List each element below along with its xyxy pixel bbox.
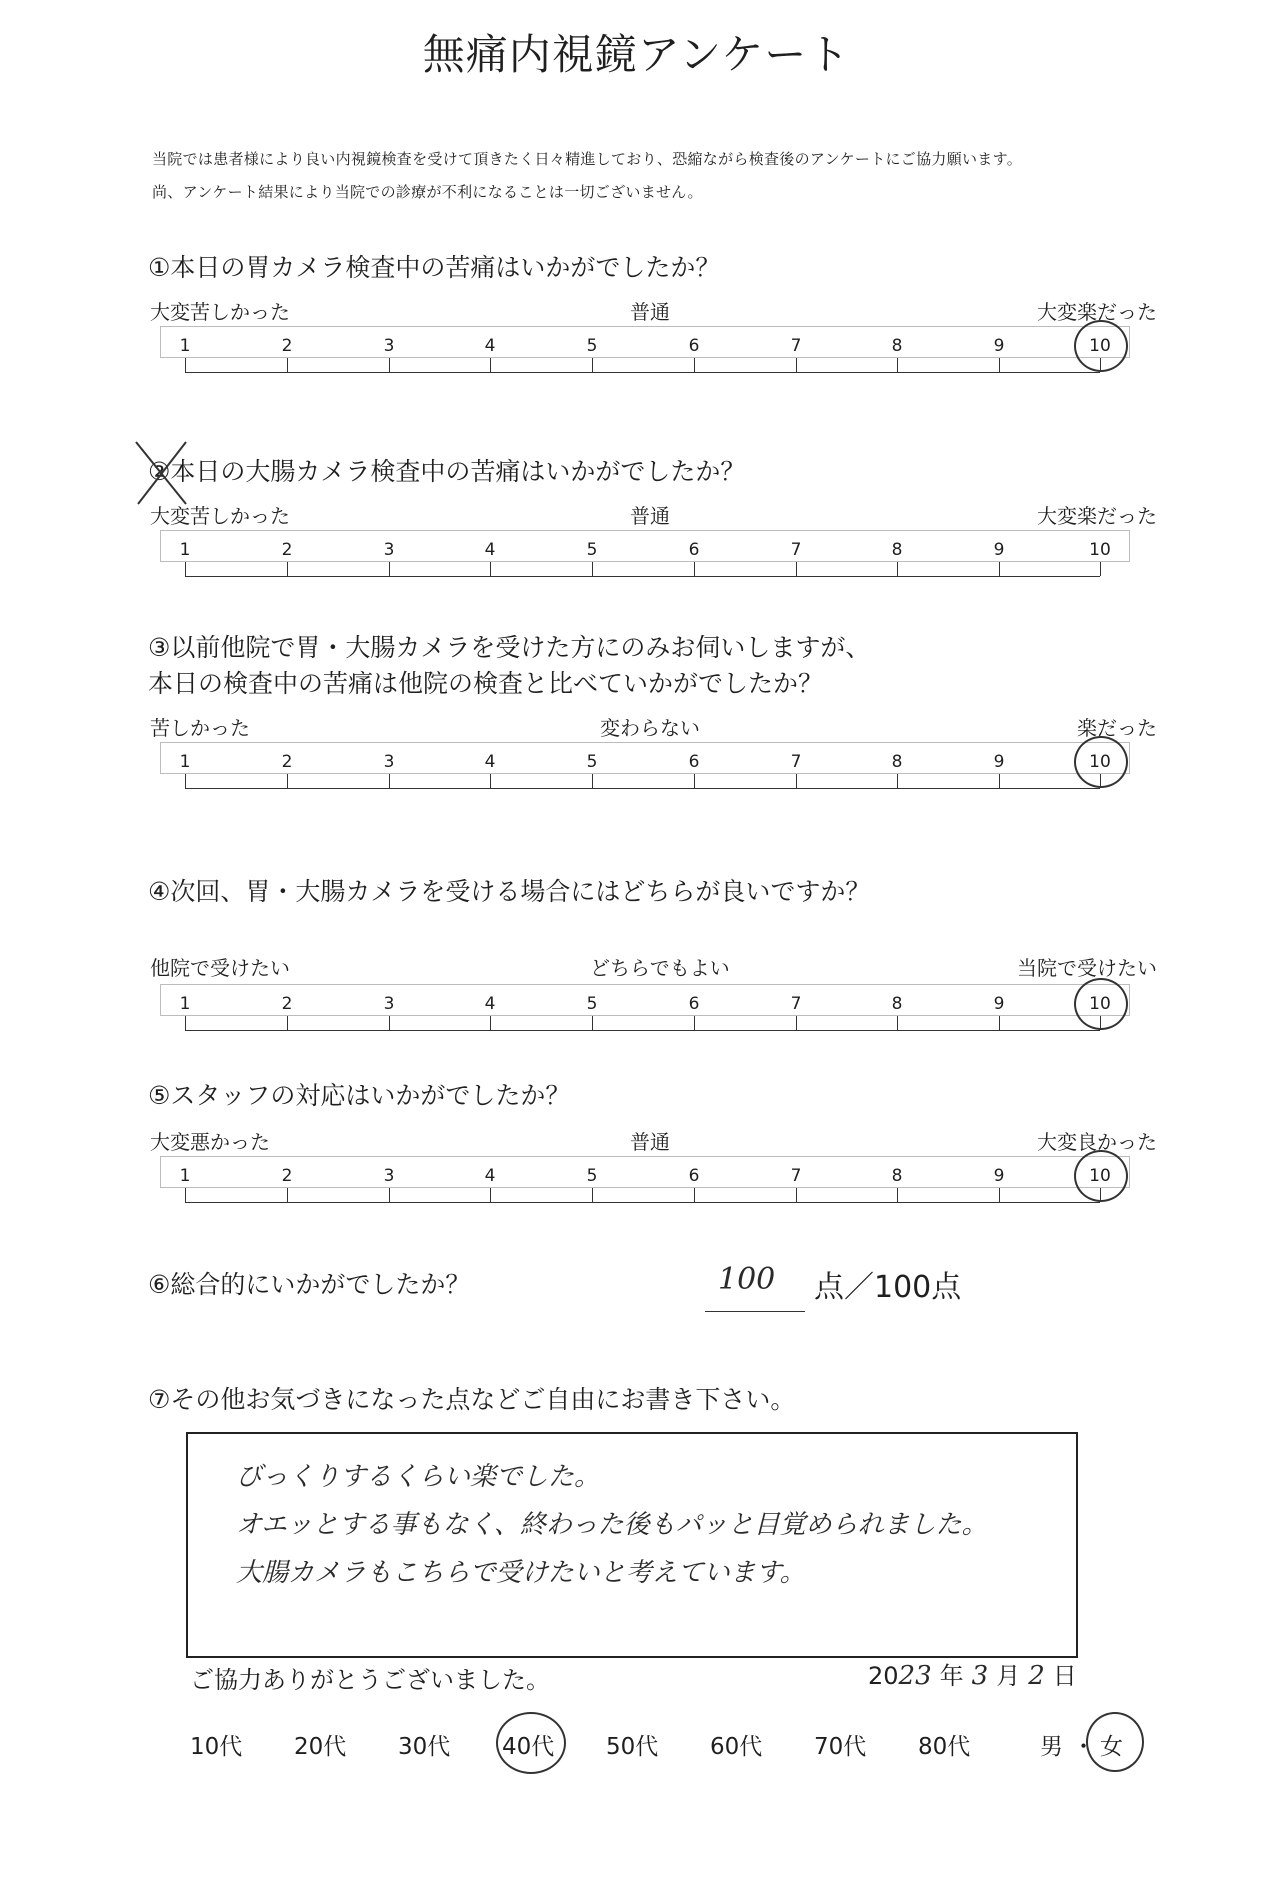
question-2-option-9[interactable]: 9: [993, 540, 1005, 560]
intro-line-2: 尚、アンケート結果により当院での診療が不利になることは一切ございません。: [152, 183, 703, 201]
question-3-selection-circle: [1074, 736, 1128, 788]
month-value: 3: [971, 1661, 989, 1691]
age-option-7[interactable]: 70代: [814, 1734, 867, 1760]
intro-line-1: 当院では患者様により良い内視鏡検査を受けて頂きたく日々精進しており、恐縮ながら検査後のアンケートにご協力願います。: [152, 150, 1023, 168]
question-5-scale-line: [185, 1202, 1100, 1203]
question-2-option-8[interactable]: 8: [891, 540, 903, 560]
question-2-tick: [389, 562, 390, 576]
question-1: ①本日の胃カメラ検査中の苦痛はいかがでしたか？: [148, 253, 721, 282]
question-5-option-1[interactable]: 1: [179, 1166, 191, 1186]
question-5-mid-label: 普通: [630, 1130, 670, 1154]
question-5-high-label: 大変良かった: [1037, 1130, 1157, 1154]
question-4-option-10[interactable]: 10: [1089, 994, 1111, 1014]
age-option-2[interactable]: 20代: [294, 1734, 347, 1760]
question-5-tick: [287, 1188, 288, 1202]
question-3-option-6[interactable]: 6: [688, 752, 700, 772]
question-3-tick: [796, 774, 797, 788]
question-3-tick: [490, 774, 491, 788]
question-4-tick: [897, 1016, 898, 1030]
age-option-5[interactable]: 50代: [606, 1734, 659, 1760]
comment-line-3: 大腸カメラもこちらで受けたいと考えています。: [236, 1558, 806, 1588]
question-1-tick: [796, 358, 797, 372]
question-2: ②本日の大腸カメラ検査中の苦痛はいかがでしたか？: [148, 457, 746, 486]
question-3-tick: [592, 774, 593, 788]
question-3-option-4[interactable]: 4: [484, 752, 496, 772]
question-2-low-label: 大変苦しかった: [150, 504, 290, 528]
question-2-tick: [1100, 562, 1101, 576]
question-4-mid-label: どちらでもよい: [590, 956, 730, 980]
question-1-selection-circle: [1074, 320, 1128, 372]
question-2-option-5[interactable]: 5: [586, 540, 598, 560]
question-5-option-5[interactable]: 5: [586, 1166, 598, 1186]
question-3-line-2: 本日の検査中の苦痛は他院の検査と比べていかがでしたか？: [148, 669, 824, 698]
overall-question: ⑥総合的にいかがでしたか？: [148, 1270, 471, 1299]
question-4-option-6[interactable]: 6: [688, 994, 700, 1014]
question-5-tick: [389, 1188, 390, 1202]
question-4-tick: [185, 1016, 186, 1030]
question-3-tick: [287, 774, 288, 788]
question-5-low-label: 大変悪かった: [150, 1130, 270, 1154]
question-2-option-1[interactable]: 1: [179, 540, 191, 560]
question-3-option-10[interactable]: 10: [1089, 752, 1111, 772]
question-2-option-2[interactable]: 2: [281, 540, 293, 560]
question-5-tick: [999, 1188, 1000, 1202]
question-3-option-8[interactable]: 8: [891, 752, 903, 772]
question-5-option-2[interactable]: 2: [281, 1166, 293, 1186]
month-unit: 月: [996, 1662, 1021, 1690]
question-1-tick: [999, 358, 1000, 372]
question-1-option-1[interactable]: 1: [179, 336, 191, 356]
question-4-option-9[interactable]: 9: [993, 994, 1005, 1014]
question-1-low-label: 大変苦しかった: [150, 300, 290, 324]
question-3-option-7[interactable]: 7: [790, 752, 802, 772]
question-1-option-7[interactable]: 7: [790, 336, 802, 356]
age-option-4[interactable]: 40代: [502, 1734, 555, 1760]
question-4-tick: [287, 1016, 288, 1030]
day-unit: 日: [1052, 1662, 1077, 1690]
question-4-tick: [389, 1016, 390, 1030]
question-1-high-label: 大変楽だった: [1037, 300, 1157, 324]
question-4-tick: [999, 1016, 1000, 1030]
question-5-option-8[interactable]: 8: [891, 1166, 903, 1186]
question-1-option-3[interactable]: 3: [383, 336, 395, 356]
question-3-option-5[interactable]: 5: [586, 752, 598, 772]
question-3-option-9[interactable]: 9: [993, 752, 1005, 772]
age-option-3[interactable]: 30代: [398, 1734, 451, 1760]
comments-question: ⑦その他お気づきになった点などご自由にお書き下さい。: [148, 1385, 796, 1414]
question-3-option-2[interactable]: 2: [281, 752, 293, 772]
gender-separator: ・: [1072, 1734, 1095, 1760]
score-underline: [705, 1311, 805, 1312]
question-5-tick: [897, 1188, 898, 1202]
question-4-low-label: 他院で受けたい: [150, 956, 290, 980]
question-2-tick: [999, 562, 1000, 576]
question-4-tick: [592, 1016, 593, 1030]
question-1-tick: [694, 358, 695, 372]
year-suffix: 23: [898, 1661, 932, 1691]
question-5-option-10[interactable]: 10: [1089, 1166, 1111, 1186]
question-4-option-3[interactable]: 3: [383, 994, 395, 1014]
question-5-option-9[interactable]: 9: [993, 1166, 1005, 1186]
question-2-cross-mark: [132, 438, 192, 510]
question-3-low-label: 苦しかった: [150, 716, 250, 740]
overall-score[interactable]: 100: [718, 1262, 776, 1297]
question-3-tick: [185, 774, 186, 788]
question-3-mid-label: 変わらない: [600, 716, 700, 740]
question-5-option-6[interactable]: 6: [688, 1166, 700, 1186]
question-5-option-4[interactable]: 4: [484, 1166, 496, 1186]
year-unit: 年: [939, 1662, 964, 1690]
question-5-tick: [796, 1188, 797, 1202]
page-title: 無痛内視鏡アンケート: [422, 30, 851, 79]
question-2-tick: [185, 562, 186, 576]
question-1-tick: [490, 358, 491, 372]
question-4-tick: [694, 1016, 695, 1030]
question-1-tick: [897, 358, 898, 372]
question-5-tick: [185, 1188, 186, 1202]
question-1-option-10[interactable]: 10: [1089, 336, 1111, 356]
question-5-tick: [490, 1188, 491, 1202]
question-2-tick: [592, 562, 593, 576]
question-2-tick: [897, 562, 898, 576]
question-4: ④次回、胃・大腸カメラを受ける場合にはどちらが良いですか？: [148, 877, 871, 906]
overall-suffix: 点／100点: [814, 1270, 962, 1305]
question-3-tick: [999, 774, 1000, 788]
question-5-tick: [592, 1188, 593, 1202]
gender-female[interactable]: 女: [1100, 1734, 1123, 1760]
question-1-option-6[interactable]: 6: [688, 336, 700, 356]
question-2-option-7[interactable]: 7: [790, 540, 802, 560]
age-option-6[interactable]: 60代: [710, 1734, 763, 1760]
day-value: 2: [1028, 1661, 1045, 1691]
question-4-tick: [490, 1016, 491, 1030]
question-2-mid-label: 普通: [630, 504, 670, 528]
age-selection-circle: [496, 1712, 566, 1774]
age-option-1[interactable]: 10代: [190, 1734, 243, 1760]
question-1-tick: [287, 358, 288, 372]
question-1-scale-line: [185, 372, 1100, 373]
question-4-option-5[interactable]: 5: [586, 994, 598, 1014]
thanks-text: ご協力ありがとうございました。: [190, 1666, 550, 1694]
question-4-option-1[interactable]: 1: [179, 994, 191, 1014]
question-3-option-3[interactable]: 3: [383, 752, 395, 772]
gender-selection-circle: [1086, 1712, 1144, 1772]
question-4-option-8[interactable]: 8: [891, 994, 903, 1014]
question-3-scale-line: [185, 788, 1100, 789]
question-1-option-5[interactable]: 5: [586, 336, 598, 356]
question-2-high-label: 大変楽だった: [1037, 504, 1157, 528]
question-5-option-7[interactable]: 7: [790, 1166, 802, 1186]
question-5-tick: [694, 1188, 695, 1202]
age-option-8[interactable]: 80代: [918, 1734, 971, 1760]
question-1-option-8[interactable]: 8: [891, 336, 903, 356]
question-4-option-4[interactable]: 4: [484, 994, 496, 1014]
question-2-option-3[interactable]: 3: [383, 540, 395, 560]
question-2-scale-line: [185, 576, 1100, 577]
question-1-option-4[interactable]: 4: [484, 336, 496, 356]
question-4-high-label: 当院で受けたい: [1017, 956, 1157, 980]
comment-line-2: オエッとする事もなく、終わった後もパッと目覚められました。: [236, 1510, 988, 1540]
question-2-tick: [796, 562, 797, 576]
question-1-tick: [185, 358, 186, 372]
comment-box[interactable]: [186, 1432, 1078, 1658]
question-3-high-label: 楽だった: [1077, 716, 1157, 740]
question-3-option-1[interactable]: 1: [179, 752, 191, 772]
question-5-selection-circle: [1074, 1150, 1128, 1202]
question-4-selection-circle: [1074, 978, 1128, 1030]
question-5: ⑤スタッフの対応はいかがでしたか？: [148, 1081, 571, 1110]
question-5-option-3[interactable]: 3: [383, 1166, 395, 1186]
question-4-option-7[interactable]: 7: [790, 994, 802, 1014]
question-2-option-6[interactable]: 6: [688, 540, 700, 560]
gender-male[interactable]: 男: [1040, 1734, 1063, 1760]
question-4-option-2[interactable]: 2: [281, 994, 293, 1014]
question-1-mid-label: 普通: [630, 300, 670, 324]
question-3: ③以前他院で胃・大腸カメラを受けた方にのみお伺いしますが、: [148, 633, 871, 662]
question-4-scale-line: [185, 1030, 1100, 1031]
question-2-tick: [490, 562, 491, 576]
question-1-tick: [389, 358, 390, 372]
question-2-option-4[interactable]: 4: [484, 540, 496, 560]
date-field[interactable]: [868, 1656, 1077, 1691]
question-3-tick: [694, 774, 695, 788]
question-1-option-2[interactable]: 2: [281, 336, 293, 356]
comment-line-1: びっくりするくらい楽でした。: [236, 1462, 601, 1492]
question-1-tick: [592, 358, 593, 372]
question-4-tick: [796, 1016, 797, 1030]
question-1-option-9[interactable]: 9: [993, 336, 1005, 356]
question-2-tick: [287, 562, 288, 576]
question-2-option-10[interactable]: 10: [1089, 540, 1111, 560]
question-3-tick: [897, 774, 898, 788]
year-prefix: 20: [868, 1662, 899, 1690]
question-3-tick: [389, 774, 390, 788]
question-2-tick: [694, 562, 695, 576]
